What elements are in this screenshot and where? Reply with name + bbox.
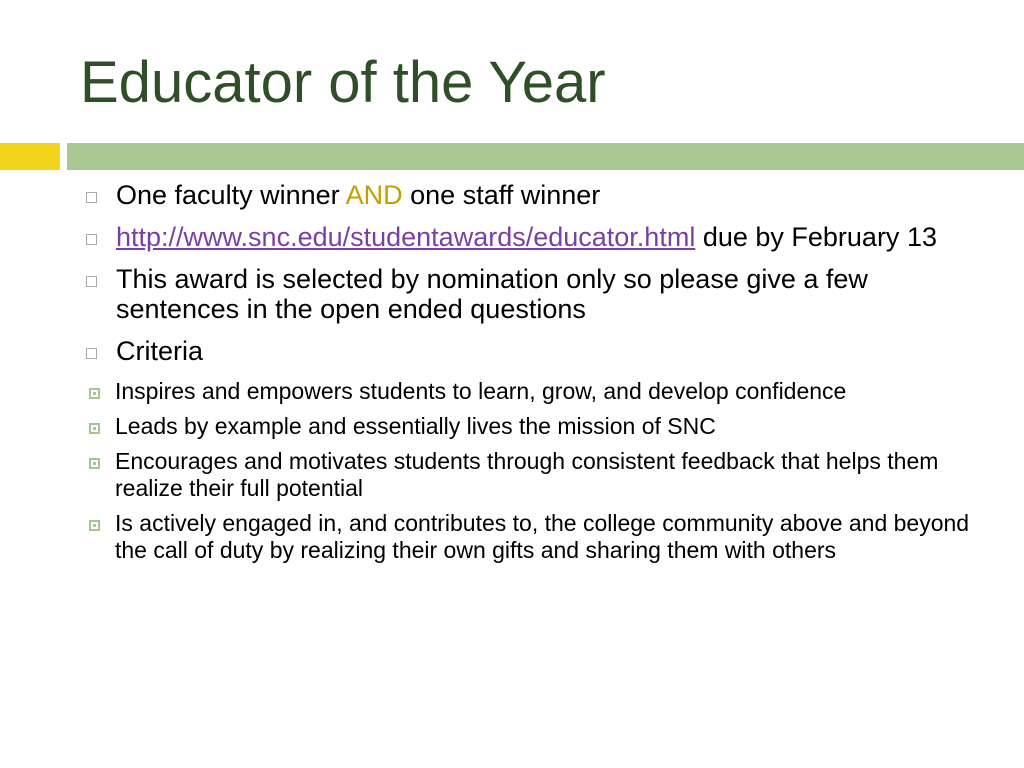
criteria-item bbox=[80, 413, 980, 440]
criteria-item-text: Is actively engaged in, and contributes to, the college community above and beyond the call of duty by realizing their own gifts and sharing them with others bbox=[115, 510, 970, 563]
criteria-item-text: Inspires and empowers students to learn, grow, and develop confidence bbox=[115, 378, 847, 404]
hollow-square-bullet-icon bbox=[86, 234, 97, 245]
green-square-bullet-icon bbox=[89, 458, 100, 469]
slide-content bbox=[80, 180, 980, 572]
hollow-square-bullet-icon bbox=[86, 192, 97, 203]
bullet-nomination-text: This award is selected by nomination only so please give a few sentences in the open ended questions bbox=[116, 264, 868, 324]
green-square-bullet-icon bbox=[89, 388, 100, 399]
accent-bar-yellow bbox=[0, 143, 60, 170]
educator-award-link[interactable]: http://www.snc.edu/studentawards/educator.html bbox=[116, 222, 696, 252]
criteria-item-text: Leads by example and essentially lives the mission of SNC bbox=[115, 413, 716, 439]
bullet-winners-emphasis: AND bbox=[345, 180, 403, 210]
bullet-deadline-text: due by February 13 bbox=[695, 222, 937, 252]
green-square-bullet-icon bbox=[89, 520, 100, 531]
hollow-square-bullet-icon bbox=[86, 276, 97, 287]
bullet-winners-text-start: One faculty winner bbox=[116, 180, 346, 210]
hollow-square-bullet-icon bbox=[86, 348, 97, 359]
bullet-criteria bbox=[80, 336, 980, 366]
criteria-item bbox=[80, 448, 980, 502]
accent-bar-green bbox=[67, 143, 1024, 170]
slide-title: Educator of the Year bbox=[80, 50, 606, 115]
bullet-link bbox=[80, 222, 980, 252]
criteria-item bbox=[80, 510, 980, 564]
bullet-nomination bbox=[80, 264, 980, 324]
bullet-criteria-text: Criteria bbox=[116, 336, 204, 366]
bullet-winners-text-end: one staff winner bbox=[402, 180, 601, 210]
bullet-winners bbox=[80, 180, 980, 210]
green-square-bullet-icon bbox=[89, 423, 100, 434]
criteria-item bbox=[80, 378, 980, 405]
criteria-list bbox=[80, 378, 980, 564]
criteria-item-text: Encourages and motivates students through consistent feedback that helps them realize their full potential bbox=[115, 448, 939, 501]
